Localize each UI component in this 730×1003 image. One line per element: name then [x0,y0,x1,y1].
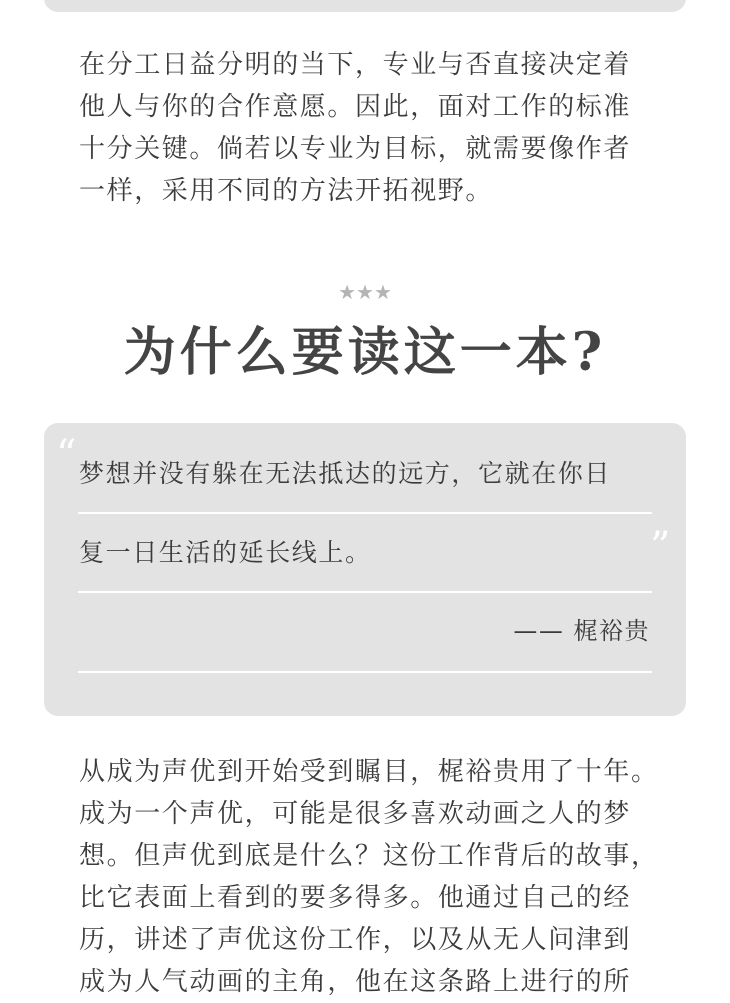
close-quote-icon: ” [650,524,671,570]
quote-line-1: 梦想并没有躲在无法抵达的远方，它就在你日 [79,459,612,488]
intro-paragraph: 在分工日益分明的当下，专业与否直接决定着 他人与你的合作意愿。因此，面对工作的标准 十分关键。倘若以专业为目标，就需要像作者 一样，采用不同的方法开拓视野。 [79,50,632,206]
section-stars-divider: ★★★ [338,280,392,304]
quote-rule-2 [78,591,652,593]
previous-card-bottom [44,0,686,12]
quote-card [44,423,686,716]
quote-attribution: —— 梶裕贵 [513,617,650,645]
quote-rule-1 [78,512,652,514]
open-quote-icon: “ [56,432,77,478]
quote-line-2: 复一日生活的延长线上。 [79,538,372,567]
quote-rule-3 [78,671,652,673]
body-paragraph: 从成为声优到开始受到瞩目，梶裕贵用了十年。 成为一个声优，可能是很多喜欢动画之人的梦 想。但声优到底是什么？这份工作背后的故事， 比它表面上看到的要多得多。他通过自己的经 历，讲述了声优这份工作，以及从无人问津到 成为人气动画的主角，他在这条路上进行的所 [79,757,659,997]
section-title: 为什么要读这一本? [123,322,607,383]
